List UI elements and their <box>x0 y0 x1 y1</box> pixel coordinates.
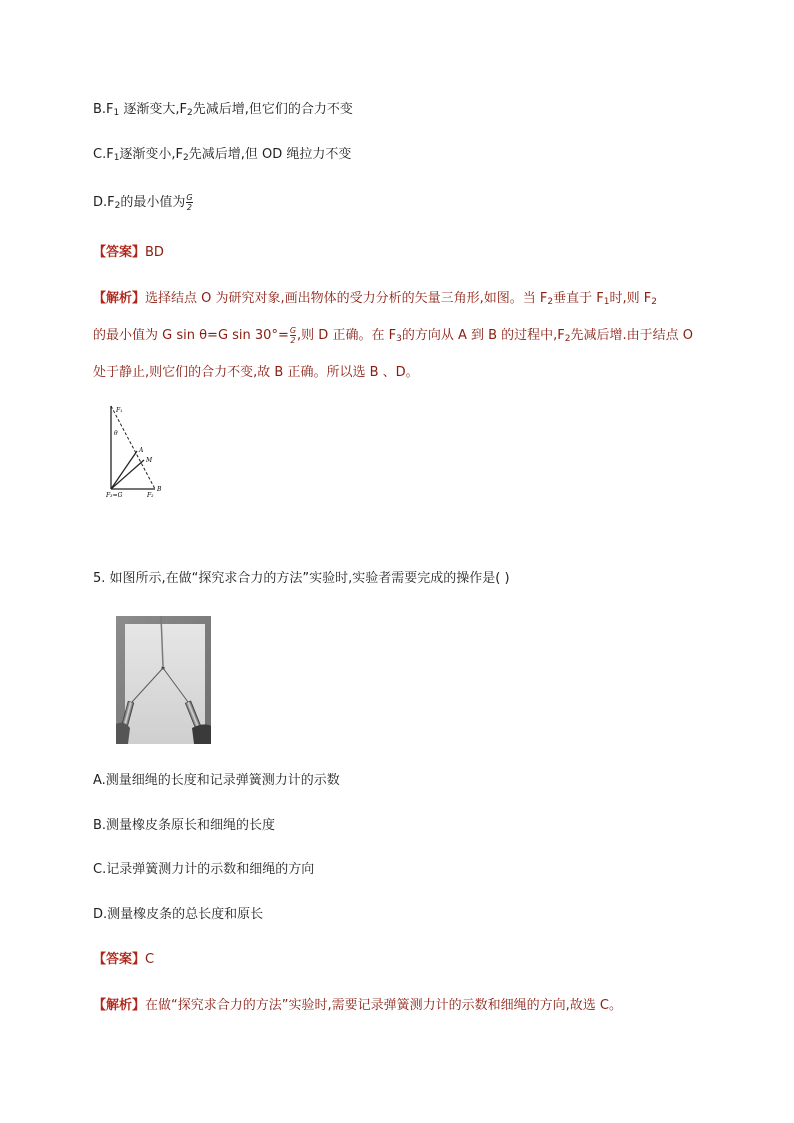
option-5-a: A.测量细绳的长度和记录弹簧测力计的示数 <box>93 773 340 788</box>
vector-triangle-diagram <box>103 404 171 500</box>
option-5-d: D.测量橡皮条的总长度和原长 <box>93 907 264 922</box>
option-d-prev: $D.F_2$的最小值为 $\frac{G}{2}$ <box>93 193 193 212</box>
label-f1: F₁ <box>116 407 123 414</box>
drawing-board <box>125 624 205 744</box>
label-b: B <box>157 486 162 493</box>
analysis-label: 【解析】 <box>93 291 146 306</box>
option-b-prev: $B.F_1$ 逐渐变大$,F_2$先减后增,但它们的合力不变 <box>93 102 353 118</box>
label-theta: θ <box>114 430 118 437</box>
experiment-photo <box>116 616 211 744</box>
question-5: 5. 如图所示,在做“探究求合力的方法”实验时,实验者需要完成的操作是( ) <box>93 571 510 586</box>
option-c-prev: $C.F_1$逐渐变小$,F_2$先减后增,但 OD 绳拉力不变 <box>93 147 352 163</box>
answer-value: C <box>145 952 155 967</box>
dashed-hypotenuse <box>111 406 155 489</box>
fraction: $\frac{G}{2}$ <box>289 326 297 345</box>
hand-right <box>192 724 211 744</box>
analysis-5 <box>93 996 622 1016</box>
label-m: M <box>146 457 153 464</box>
analysis-4-line2: 的最小值为 G sin θ=G sin 30°= $\frac{G}{2}$ ,则 D 正确。在 $F_3$的方向从 A 到 B 的过程中$,F_2$先减后增.由于结点 O <box>93 326 693 345</box>
answer-label: 【答案】 <box>93 245 146 260</box>
answer-label: 【答案】 <box>93 952 146 967</box>
analysis-text: 在做“探究求合力的方法”实验时,需要记录弹簧测力计的示数和细绳的方向,故选 C。 <box>145 998 622 1013</box>
hand-left <box>116 723 130 744</box>
analysis-4-line1: 【解析】选择结点 O 为研究对象,画出物体的受力分析的矢量三角形,如图。当 $F_2$垂直于 $F_1$时,则 $F_2$ <box>93 291 657 307</box>
answer-value: BD <box>145 245 164 260</box>
answer-4 <box>93 243 164 263</box>
option-5-c: C.记录弹簧测力计的示数和细绳的方向 <box>93 862 315 877</box>
label-a: A <box>139 447 144 454</box>
fraction: $\frac{G}{2}$ <box>186 193 193 212</box>
analysis-4-line3: 处于静止,则它们的合力不变,故 B 正确。所以选 B 、D。 <box>93 365 419 380</box>
option-5-b: B.测量橡皮条原长和细绳的长度 <box>93 818 276 833</box>
answer-5 <box>93 950 154 970</box>
label-f3-g: F₃=G <box>106 492 123 499</box>
analysis-label: 【解析】 <box>93 998 146 1013</box>
label-f2: F₂ <box>147 492 154 499</box>
